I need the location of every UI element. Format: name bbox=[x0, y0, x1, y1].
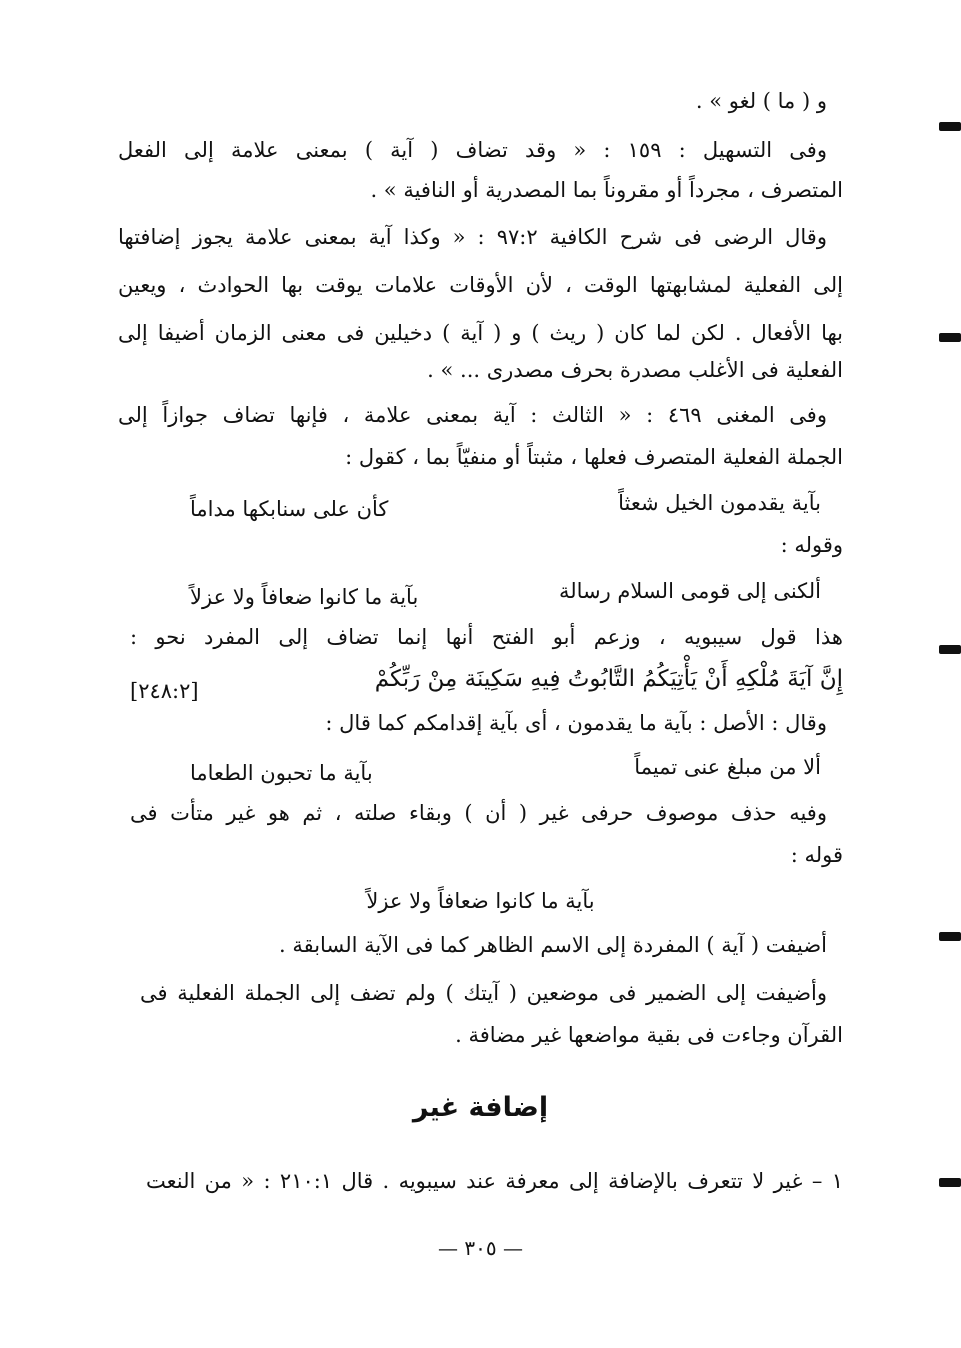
binding-mark bbox=[939, 333, 961, 342]
text-line: الفعلية فى الأغلب مصدرة بحرف مصدرى ... » . bbox=[427, 358, 843, 382]
binding-mark bbox=[939, 122, 961, 131]
text-line: وقال : الأصل : بآية ما يقدمون ، أى بآية إقدامكم كما قال : bbox=[325, 711, 827, 735]
text-line: هذا قول سيبويه ، وزعم أبو الفتح أنها إنما تضاف إلى المفرد نحو : bbox=[130, 625, 843, 649]
binding-mark bbox=[939, 645, 961, 654]
text-line: وقوله : bbox=[780, 533, 843, 557]
text-line: وأضيفت إلى الضمير فى موضعين ( آيتك ) ولم تضف إلى الجملة الفعلية فى bbox=[140, 981, 827, 1005]
verse-hemistich-second: بآية ما تحبون الطعاما bbox=[190, 761, 373, 785]
quran-reference: [٢٤٨:٢] bbox=[130, 679, 199, 703]
text-line: و ( ما ) لغو » . bbox=[695, 89, 827, 113]
section-heading: إضافة غير bbox=[412, 1092, 549, 1123]
binding-mark bbox=[939, 932, 961, 941]
text-line: ١ – غير لا تتعرف بالإضافة إلى معرفة عند سيبويه . قال ٢١٠:١ : « من النعت bbox=[146, 1169, 843, 1193]
binding-mark bbox=[939, 1178, 961, 1187]
text-line: بها الأفعال . لكن لما كان ( ريث ) و ( آية ) دخيلين فى معنى الزمان أضيفا إلى bbox=[118, 321, 843, 345]
text-line: قوله : bbox=[790, 843, 843, 867]
text-line: وفى المغنى ٤٦٩ : « الثالث : آية بمعنى علامة ، فإنها تضاف جوازاً إلى bbox=[118, 403, 827, 427]
verse-hemistich-first: ألا من مبلغ عنى تميماً bbox=[634, 755, 821, 779]
verse-hemistich-second: كأن على سنابكها مداماً bbox=[190, 497, 389, 521]
text-line: المتصرف ، مجرداً أو مقروناً بما المصدرية أو النافية » . bbox=[370, 178, 843, 202]
text-line: أضيفت ( آية ) المفردة إلى الاسم الظاهر كما فى الآية السابقة . bbox=[278, 933, 827, 957]
text-line: وفيه حذف موصوف حرفى غير ( أن ) وبقاء صلته ، ثم هو غير متأت فى bbox=[130, 801, 827, 825]
verse-hemistich-first: بآية يقدمون الخيل شعثاً bbox=[618, 491, 821, 515]
text-line: وفى التسهيل : ١٥٩ : « وقد تضاف ( آية ) بمعنى علامة إلى الفعل bbox=[118, 138, 827, 162]
page-number: — ٣٠٥ — bbox=[438, 1236, 523, 1260]
text-line: وقال الرضى فى شرح الكافية ٩٧:٢ : « وكذا آية بمعنى علامة يجوز إضافتها bbox=[118, 225, 827, 249]
quran-verse: إِنَّ آيَةَ مُلْكِهِ أَنْ يَأْتِيَكُمُ التَّابُوتُ فِيهِ سَكِينَة مِنْ رَبِّكُمْ bbox=[374, 666, 843, 692]
verse-hemistich-second: بآية ما كانوا ضعافاً ولا عزلاً bbox=[190, 585, 419, 609]
text-line: إلى الفعلية لمشابهتها الوقت ، لأن الأوقات علامات يوقت بها الحوادث ، ويعين bbox=[118, 273, 843, 297]
text-line: القرآن وجاءت فى بقية مواضعها غير مضافة . bbox=[455, 1023, 843, 1047]
verse-hemistich-first: ألكنى إلى قومى السلام رسالة bbox=[558, 579, 821, 603]
verse-line: بآية ما كانوا ضعافاً ولا عزلاً bbox=[366, 889, 595, 913]
text-line: الجملة الفعلية المتصرف فعلها ، مثبتاً أو منفيّاً بما ، كقول : bbox=[345, 445, 843, 469]
